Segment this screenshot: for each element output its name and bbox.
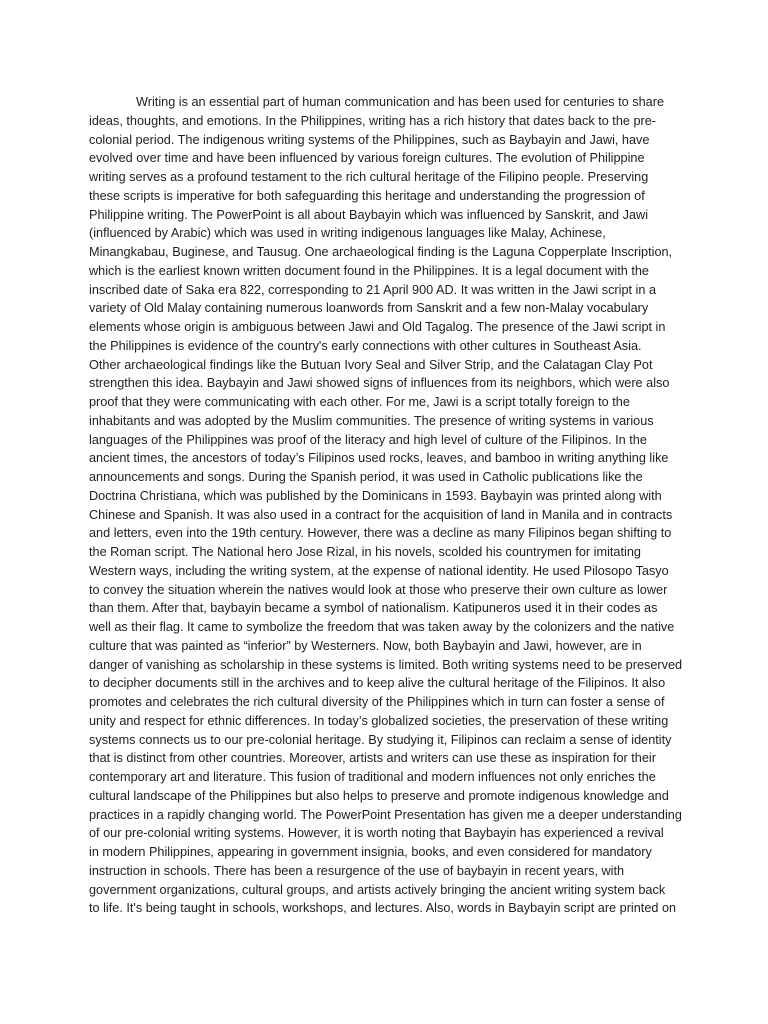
text-line: inhabitants and was adopted by the Muslim communities. The presence of writing systems in various (89, 413, 654, 428)
text-line: proof that they were communicating with each other. For me, Jawi is a script totally foreign to the (89, 395, 630, 409)
text-line: instruction in schools. There has been a resurgence of the use of baybayin in recent years, with (89, 863, 625, 878)
text-line: variety of Old Malay containing numerous loanwords from Sanskrit and a few non-Malay vocabulary (89, 301, 649, 316)
text-line: colonial period. The indigenous writing systems of the Philippines, such as Baybayin and Jawi, have (89, 132, 650, 147)
text-line: systems connects us to our pre-colonial heritage. By studying it, Filipinos can reclaim a sense of identity (89, 732, 672, 747)
text-line: Other archaeological findings like the Butuan Ivory Seal and Silver Strip, and the Calatagan Clay Pot (89, 357, 653, 372)
text-line: cultural landscape of the Philippines but also helps to preserve and promote indigenous knowledge and (89, 788, 669, 803)
text-line: to decipher documents still in the archives and to keep alive the cultural heritage of the Filipinos. It also (89, 676, 666, 691)
text-line: to convey the situation wherein the natives would look at those who preserve their own culture as lower (89, 582, 668, 597)
text-line: Philippine writing. The PowerPoint is all about Baybayin which was influenced by Sanskrit, and Jawi (89, 207, 649, 222)
text-line: contemporary art and literature. This fusion of traditional and modern influences not only enriches the (89, 770, 656, 784)
text-line: well as their flag. It came to symbolize the freedom that was taken away by the colonizers and the native (89, 620, 675, 634)
essay-paragraph (89, 93, 689, 918)
text-line: these scripts is imperative for both safeguarding this heritage and understanding the progression of (89, 188, 645, 203)
text-line: announcements and songs. During the Spanish period, it was used in Catholic publications like the (89, 470, 643, 484)
text-line: strengthen this idea. Baybayin and Jawi showed signs of influences from its neighbors, which were also (89, 376, 670, 391)
text-line: ancient times, the ancestors of today’s Filipinos used rocks, leaves, and bamboo in writing anything like (89, 451, 669, 466)
text-line: unity and respect for ethnic differences. In today’s globalized societies, the preservation of these writing (89, 713, 669, 728)
text-line: practices in a rapidly changing world. The PowerPoint Presentation has given me a deeper understanding (89, 807, 682, 822)
text-line: inscribed date of Saka era 822, corresponding to 21 April 900 AD. It was written in the Jawi script in a (89, 282, 657, 297)
text-line: Chinese and Spanish. It was also used in a contract for the acquisition of land in Manila and in contracts (89, 507, 673, 522)
text-line: writing serves as a profound testament to the rich cultural heritage of the Filipino people. Preserving (89, 170, 649, 184)
text-line: (influenced by Arabic) which was used in writing indigenous languages like Malay, Achinese, (89, 226, 606, 241)
text-line: culture that was painted as “inferior” by Westerners. Now, both Baybayin and Jawi, however, are in (89, 638, 642, 653)
text-line: of our pre-colonial writing systems. However, it is worth noting that Baybayin has experienced a revival (89, 826, 664, 841)
text-line: Writing is an essential part of human communication and has been used for centuries to share (136, 95, 664, 109)
text-line: to life. It's being taught in schools, workshops, and lectures. Also, words in Baybayin script are printed on (89, 901, 677, 916)
text-line: than them. After that, baybayin became a symbol of nationalism. Katipuneros used it in their codes as (89, 601, 658, 616)
text-line: promotes and celebrates the rich cultural diversity of the Philippines which in turn can foster a sense of (89, 695, 665, 709)
text-line: which is the earliest known written document found in the Philippines. It is a legal document with the (89, 263, 649, 278)
text-line: that is distinct from other countries. Moreover, artists and writers can use these as inspiration for their (89, 751, 656, 766)
text-line: and letters, even into the 19th century. However, there was a decline as many Filipinos began shifting to (89, 526, 672, 541)
text-line: languages of the Philippines was proof of the literacy and high level of culture of the Filipinos. In the (89, 432, 647, 447)
text-line: Western ways, including the writing system, at the expense of national identity. He used Pilosopo Tasyo (89, 563, 669, 578)
text-line: evolved over time and have been influenced by various foreign cultures. The evolution of Philippine (89, 151, 645, 166)
text-line: in modern Philippines, appearing in government insignia, books, and even considered for mandatory (89, 845, 652, 859)
text-line: Minangkabau, Buginese, and Tausug. One archaeological finding is the Laguna Copperplate Inscription, (89, 245, 673, 259)
text-line: elements whose origin is ambiguous between Jawi and Old Tagalog. The presence of the Jawi script in (89, 320, 666, 334)
text-line: the Philippines is evidence of the country's early connections with other cultures in Southeast Asia. (89, 338, 642, 353)
text-line: the Roman script. The National hero Jose Rizal, in his novels, scolded his countrymen for imitating (89, 545, 641, 559)
text-line: danger of vanishing as scholarship in these systems is limited. Both writing systems need to be preserved (89, 657, 683, 672)
text-line: ideas, thoughts, and emotions. In the Philippines, writing has a rich history that dates back to the pre- (89, 113, 657, 128)
text-line: government organizations, cultural groups, and artists actively bringing the ancient writing system back (89, 882, 666, 897)
text-line: Doctrina Christiana, which was published by the Dominicans in 1593. Baybayin was printed along with (89, 488, 662, 503)
